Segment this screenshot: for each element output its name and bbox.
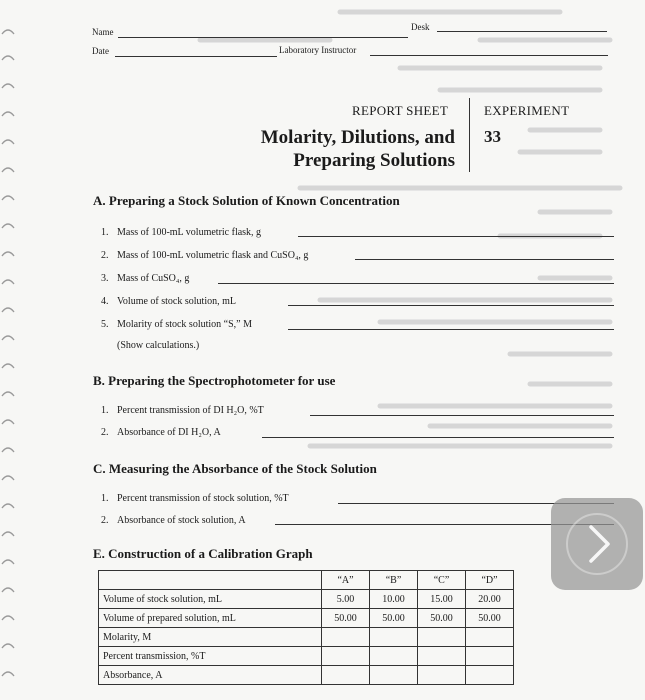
item-number: 1. <box>101 227 109 238</box>
item-text: Molarity of stock solution “S,” M <box>117 319 252 330</box>
row-label: Percent transmission, %T <box>99 647 322 666</box>
table-cell[interactable] <box>466 647 514 666</box>
desk-field[interactable] <box>437 31 607 32</box>
item-number: 1. <box>101 493 109 504</box>
experiment-label: EXPERIMENT <box>484 103 570 118</box>
table-cell[interactable] <box>370 666 418 685</box>
item-text: Percent transmission of stock solution, %T <box>117 493 289 504</box>
item-number: 1. <box>101 405 109 416</box>
name-field[interactable] <box>118 37 408 38</box>
table-cell[interactable] <box>322 628 370 647</box>
molarity-stock-field[interactable] <box>288 329 614 330</box>
item-number: 2. <box>101 427 109 438</box>
item-number: 5. <box>101 319 109 330</box>
row-label: Molarity, M <box>99 628 322 647</box>
table-cell[interactable] <box>322 647 370 666</box>
row-label: Absorbance, A <box>99 666 322 685</box>
name-label: Name <box>92 27 114 37</box>
volume-stock-field[interactable] <box>288 305 614 306</box>
table-cell[interactable]: 10.00 <box>370 590 418 609</box>
table-cell[interactable] <box>370 628 418 647</box>
table-corner-cell <box>99 571 322 590</box>
title-line-2: Preparing Solutions <box>293 150 455 171</box>
chevron-right-icon <box>551 498 643 590</box>
table-row <box>99 628 514 647</box>
item-text: Mass of 100-mL volumetric flask, g <box>117 227 262 238</box>
item-number: 2. <box>101 515 109 526</box>
next-page-button[interactable] <box>551 498 643 590</box>
table-cell[interactable]: 50.00 <box>322 609 370 628</box>
section-c-item-2 <box>101 515 246 526</box>
table-header-row <box>99 571 514 590</box>
section-c-heading: C. Measuring the Absorbance of the Stock Solution <box>93 461 377 476</box>
section-e-heading: E. Construction of a Calibration Graph <box>93 546 313 561</box>
date-label: Date <box>92 46 109 56</box>
table-row <box>99 590 514 609</box>
table-cell[interactable] <box>466 666 514 685</box>
item-number: 4. <box>101 296 109 307</box>
section-a-item-4 <box>101 296 236 307</box>
section-b-item-1 <box>101 405 264 416</box>
section-a-item-3 <box>101 273 189 284</box>
item-text: Percent transmission of DI H₂O, %T <box>117 405 264 416</box>
item-number: 2. <box>101 250 109 261</box>
table-cell[interactable]: 50.00 <box>466 609 514 628</box>
section-b-item-2 <box>101 427 221 438</box>
heading-divider <box>469 98 470 172</box>
column-header: “A” <box>322 571 370 590</box>
title-line-1: Molarity, Dilutions, and <box>260 127 455 148</box>
section-a-heading: A. Preparing a Stock Solution of Known Concentration <box>93 193 400 208</box>
report-sheet-label: REPORT SHEET <box>352 103 449 118</box>
table-cell[interactable] <box>418 666 466 685</box>
transmission-di-field[interactable] <box>310 415 614 416</box>
show-calculations-note: (Show calculations.) <box>117 340 200 351</box>
item-text: Mass of CuSO₄, g <box>117 273 190 284</box>
table-row <box>99 666 514 685</box>
table-cell[interactable]: 50.00 <box>418 609 466 628</box>
item-text: Mass of 100-mL volumetric flask and CuSO₄, g <box>117 250 309 261</box>
item-text: Absorbance of DI H₂O, A <box>117 427 221 438</box>
section-b-heading: B. Preparing the Spectrophotometer for use <box>93 373 336 388</box>
instructor-label: Laboratory Instructor <box>279 45 357 55</box>
table-row <box>99 609 514 628</box>
date-field[interactable] <box>115 56 277 57</box>
table-cell[interactable] <box>466 628 514 647</box>
calibration-table <box>98 570 514 685</box>
item-number: 3. <box>101 273 109 284</box>
table-cell[interactable]: 50.00 <box>370 609 418 628</box>
table-cell[interactable] <box>322 666 370 685</box>
row-label: Volume of stock solution, mL <box>99 590 322 609</box>
section-a-item-1 <box>101 227 261 238</box>
absorbance-di-field[interactable] <box>262 437 614 438</box>
experiment-number: 33 <box>484 127 501 146</box>
table-cell[interactable]: 15.00 <box>418 590 466 609</box>
row-label: Volume of prepared solution, mL <box>99 609 322 628</box>
column-header: “C” <box>418 571 466 590</box>
mass-flask-cuso4-field[interactable] <box>355 259 614 260</box>
table-cell[interactable]: 20.00 <box>466 590 514 609</box>
section-c-item-1 <box>101 493 289 504</box>
table-cell[interactable] <box>418 628 466 647</box>
table-cell[interactable] <box>418 647 466 666</box>
column-header: “B” <box>370 571 418 590</box>
mass-flask-field[interactable] <box>298 236 614 237</box>
section-a-item-5 <box>101 319 252 330</box>
table-row <box>99 647 514 666</box>
item-text: Volume of stock solution, mL <box>117 296 236 307</box>
column-header: “D” <box>466 571 514 590</box>
item-text: Absorbance of stock solution, A <box>117 515 246 526</box>
instructor-field[interactable] <box>370 55 608 56</box>
table-cell[interactable] <box>370 647 418 666</box>
section-a-item-2 <box>101 250 308 261</box>
mass-cuso4-field[interactable] <box>218 283 614 284</box>
table-cell[interactable]: 5.00 <box>322 590 370 609</box>
desk-label: Desk <box>411 22 430 32</box>
